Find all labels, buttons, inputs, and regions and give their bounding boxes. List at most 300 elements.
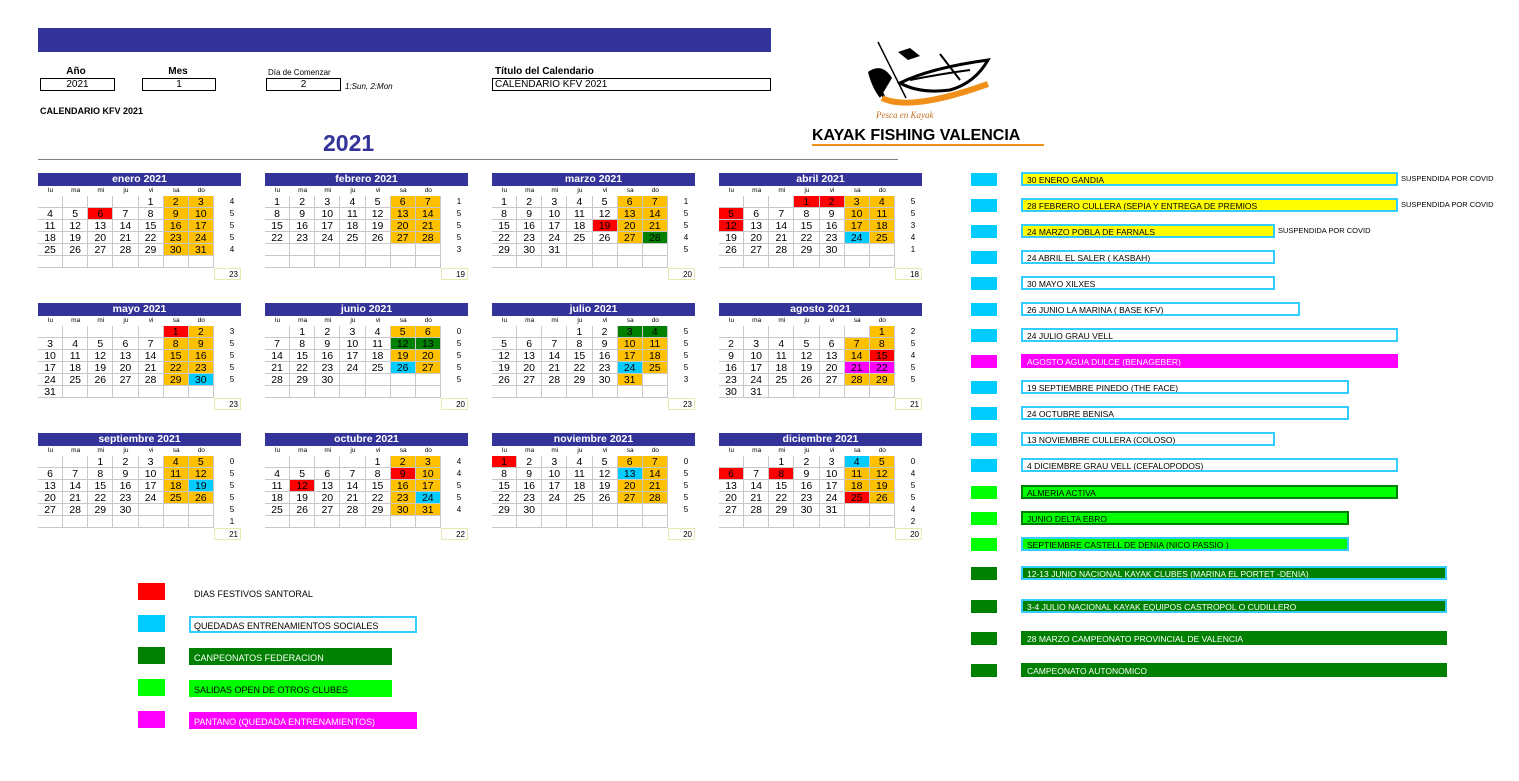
day-cell[interactable]: 17 xyxy=(820,480,845,492)
day-cell[interactable]: 26 xyxy=(88,374,113,386)
day-cell[interactable]: 23 xyxy=(593,362,618,374)
day-cell[interactable]: 9 xyxy=(189,338,214,350)
day-cell[interactable]: 30 xyxy=(315,374,340,386)
day-cell[interactable]: 3 xyxy=(744,338,769,350)
day-cell[interactable]: 26 xyxy=(593,232,618,244)
event-bar[interactable]: 30 ENERO GANDIA xyxy=(1021,172,1398,186)
day-cell[interactable]: 28 xyxy=(416,232,441,244)
day-cell[interactable]: 23 xyxy=(189,362,214,374)
day-cell[interactable]: 6 xyxy=(744,208,769,220)
day-cell[interactable]: 26 xyxy=(492,374,517,386)
day-cell[interactable]: 6 xyxy=(38,468,63,480)
day-cell[interactable]: 9 xyxy=(113,468,138,480)
day-cell[interactable]: 25 xyxy=(265,504,290,516)
day-cell[interactable]: 9 xyxy=(517,208,542,220)
day-cell[interactable]: 22 xyxy=(139,232,164,244)
day-cell[interactable]: 21 xyxy=(265,362,290,374)
day-cell[interactable]: 13 xyxy=(88,220,113,232)
day-cell[interactable]: 6 xyxy=(517,338,542,350)
day-cell[interactable]: 4 xyxy=(63,338,88,350)
day-cell[interactable]: 17 xyxy=(542,480,567,492)
day-cell[interactable]: 19 xyxy=(794,362,819,374)
day-cell[interactable]: 18 xyxy=(567,220,592,232)
day-cell[interactable]: 27 xyxy=(88,244,113,256)
day-cell[interactable]: 5 xyxy=(290,468,315,480)
day-cell[interactable]: 11 xyxy=(643,338,668,350)
day-cell[interactable]: 10 xyxy=(820,468,845,480)
day-cell[interactable]: 6 xyxy=(416,326,441,338)
day-cell[interactable]: 23 xyxy=(517,492,542,504)
day-cell[interactable]: 7 xyxy=(139,338,164,350)
day-cell[interactable]: 8 xyxy=(870,338,895,350)
day-cell[interactable]: 12 xyxy=(593,468,618,480)
day-cell[interactable]: 10 xyxy=(542,208,567,220)
day-cell[interactable]: 16 xyxy=(517,480,542,492)
day-cell[interactable]: 6 xyxy=(88,208,113,220)
day-cell[interactable]: 30 xyxy=(794,504,819,516)
day-cell[interactable]: 18 xyxy=(870,220,895,232)
day-cell[interactable]: 19 xyxy=(189,480,214,492)
day-cell[interactable]: 10 xyxy=(139,468,164,480)
day-cell[interactable]: 16 xyxy=(820,220,845,232)
day-cell[interactable]: 8 xyxy=(769,468,794,480)
day-cell[interactable]: 4 xyxy=(567,456,592,468)
day-cell[interactable]: 20 xyxy=(38,492,63,504)
day-cell[interactable]: 1 xyxy=(769,456,794,468)
day-cell[interactable]: 9 xyxy=(290,208,315,220)
day-cell[interactable]: 20 xyxy=(416,350,441,362)
day-cell[interactable]: 26 xyxy=(391,362,416,374)
day-cell[interactable]: 23 xyxy=(164,232,189,244)
day-cell[interactable]: 27 xyxy=(517,374,542,386)
day-cell[interactable]: 12 xyxy=(391,338,416,350)
day-cell[interactable]: 22 xyxy=(88,492,113,504)
day-cell[interactable]: 11 xyxy=(567,208,592,220)
day-cell[interactable]: 2 xyxy=(517,196,542,208)
day-cell[interactable]: 17 xyxy=(38,362,63,374)
day-cell[interactable]: 27 xyxy=(820,374,845,386)
day-cell[interactable]: 4 xyxy=(340,196,365,208)
day-cell[interactable]: 27 xyxy=(618,492,643,504)
day-cell[interactable]: 6 xyxy=(618,196,643,208)
day-cell[interactable]: 6 xyxy=(315,468,340,480)
day-cell[interactable]: 18 xyxy=(164,480,189,492)
day-cell[interactable]: 14 xyxy=(643,468,668,480)
event-bar[interactable]: 3-4 JULIO NACIONAL KAYAK EQUIPOS CASTROPOL O CUDILLERO xyxy=(1021,599,1447,613)
day-cell[interactable]: 23 xyxy=(794,492,819,504)
day-cell[interactable]: 14 xyxy=(139,350,164,362)
day-cell[interactable]: 12 xyxy=(366,208,391,220)
day-cell[interactable]: 12 xyxy=(492,350,517,362)
day-cell[interactable]: 3 xyxy=(139,456,164,468)
day-cell[interactable]: 20 xyxy=(618,220,643,232)
day-cell[interactable]: 29 xyxy=(290,374,315,386)
day-cell[interactable]: 14 xyxy=(416,208,441,220)
event-bar[interactable]: 28 FEBRERO CULLERA (SEPIA Y ENTREGA DE PREMIOS xyxy=(1021,198,1398,212)
day-cell[interactable]: 28 xyxy=(340,504,365,516)
day-cell[interactable]: 7 xyxy=(340,468,365,480)
day-cell[interactable]: 26 xyxy=(366,232,391,244)
day-cell[interactable]: 16 xyxy=(164,220,189,232)
day-cell[interactable]: 30 xyxy=(517,504,542,516)
day-cell[interactable]: 8 xyxy=(567,338,592,350)
day-cell[interactable]: 24 xyxy=(744,374,769,386)
day-cell[interactable]: 6 xyxy=(113,338,138,350)
day-cell[interactable]: 1 xyxy=(492,456,517,468)
day-cell[interactable]: 24 xyxy=(189,232,214,244)
day-cell[interactable]: 20 xyxy=(618,480,643,492)
day-cell[interactable]: 27 xyxy=(113,374,138,386)
day-cell[interactable]: 29 xyxy=(88,504,113,516)
event-bar[interactable]: ALMERIA ACTIVA xyxy=(1021,485,1398,499)
day-cell[interactable]: 19 xyxy=(63,232,88,244)
day-cell[interactable]: 9 xyxy=(593,338,618,350)
day-cell[interactable]: 9 xyxy=(391,468,416,480)
day-cell[interactable]: 26 xyxy=(189,492,214,504)
day-cell[interactable]: 18 xyxy=(769,362,794,374)
day-cell[interactable]: 1 xyxy=(366,456,391,468)
day-cell[interactable]: 18 xyxy=(643,350,668,362)
day-cell[interactable]: 6 xyxy=(719,468,744,480)
day-cell[interactable]: 15 xyxy=(870,350,895,362)
day-cell[interactable]: 27 xyxy=(719,504,744,516)
day-cell[interactable]: 25 xyxy=(845,492,870,504)
day-cell[interactable]: 22 xyxy=(769,492,794,504)
day-cell[interactable]: 20 xyxy=(517,362,542,374)
day-cell[interactable]: 5 xyxy=(88,338,113,350)
event-bar[interactable]: 30 MAYO XILXES xyxy=(1021,276,1275,290)
day-cell[interactable]: 8 xyxy=(492,208,517,220)
day-cell[interactable]: 28 xyxy=(845,374,870,386)
day-cell[interactable]: 6 xyxy=(820,338,845,350)
day-cell[interactable]: 23 xyxy=(719,374,744,386)
day-cell[interactable]: 5 xyxy=(593,456,618,468)
day-cell[interactable]: 13 xyxy=(416,338,441,350)
day-cell[interactable]: 4 xyxy=(769,338,794,350)
day-cell[interactable]: 8 xyxy=(492,468,517,480)
day-cell[interactable]: 20 xyxy=(719,492,744,504)
day-cell[interactable]: 1 xyxy=(794,196,819,208)
day-cell[interactable]: 8 xyxy=(265,208,290,220)
day-cell[interactable]: 18 xyxy=(366,350,391,362)
day-cell[interactable]: 16 xyxy=(290,220,315,232)
day-cell[interactable]: 2 xyxy=(794,456,819,468)
day-cell[interactable]: 1 xyxy=(492,196,517,208)
event-bar[interactable]: AGOSTO AGUA DULCE (BENAGEBER) xyxy=(1021,354,1398,368)
day-cell[interactable]: 15 xyxy=(794,220,819,232)
day-cell[interactable]: 26 xyxy=(794,374,819,386)
day-cell[interactable]: 22 xyxy=(492,232,517,244)
day-cell[interactable]: 4 xyxy=(870,196,895,208)
day-cell[interactable]: 28 xyxy=(643,492,668,504)
day-cell[interactable]: 14 xyxy=(542,350,567,362)
day-cell[interactable]: 6 xyxy=(618,456,643,468)
day-cell[interactable]: 13 xyxy=(618,468,643,480)
day-cell[interactable]: 1 xyxy=(164,326,189,338)
day-cell[interactable]: 3 xyxy=(820,456,845,468)
day-cell[interactable]: 5 xyxy=(366,196,391,208)
event-bar[interactable]: 26 JUNIO LA MARINA ( BASE KFV) xyxy=(1021,302,1300,316)
day-cell[interactable]: 17 xyxy=(744,362,769,374)
day-cell[interactable]: 11 xyxy=(769,350,794,362)
event-bar[interactable]: 19 SEPTIEMBRE PINEDO (THE FACE) xyxy=(1021,380,1349,394)
day-cell[interactable]: 2 xyxy=(290,196,315,208)
day-cell[interactable]: 7 xyxy=(643,456,668,468)
event-bar[interactable]: CAMPEONATO AUTONOMICO xyxy=(1021,663,1447,677)
event-bar[interactable]: 24 OCTUBRE BENISA xyxy=(1021,406,1349,420)
day-cell[interactable]: 25 xyxy=(366,362,391,374)
day-cell[interactable]: 17 xyxy=(139,480,164,492)
day-cell[interactable]: 13 xyxy=(517,350,542,362)
day-cell[interactable]: 6 xyxy=(391,196,416,208)
day-cell[interactable]: 11 xyxy=(265,480,290,492)
day-cell[interactable]: 25 xyxy=(340,232,365,244)
day-cell[interactable]: 9 xyxy=(164,208,189,220)
day-cell[interactable]: 10 xyxy=(189,208,214,220)
day-cell[interactable]: 20 xyxy=(88,232,113,244)
event-bar[interactable]: SEPTIEMBRE CASTELL DE DENIA (NICO PASSIO ) xyxy=(1021,537,1349,551)
day-cell[interactable]: 24 xyxy=(416,492,441,504)
day-cell[interactable]: 23 xyxy=(315,362,340,374)
day-cell[interactable]: 8 xyxy=(290,338,315,350)
day-cell[interactable]: 24 xyxy=(340,362,365,374)
day-cell[interactable]: 17 xyxy=(845,220,870,232)
day-cell[interactable]: 17 xyxy=(340,350,365,362)
day-cell[interactable]: 14 xyxy=(744,480,769,492)
day-cell[interactable]: 13 xyxy=(38,480,63,492)
day-cell[interactable]: 1 xyxy=(290,326,315,338)
day-cell[interactable]: 20 xyxy=(391,220,416,232)
day-cell[interactable]: 20 xyxy=(820,362,845,374)
day-cell[interactable]: 12 xyxy=(593,208,618,220)
day-cell[interactable]: 30 xyxy=(593,374,618,386)
day-cell[interactable]: 21 xyxy=(643,480,668,492)
day-cell[interactable]: 3 xyxy=(416,456,441,468)
day-cell[interactable]: 10 xyxy=(38,350,63,362)
day-cell[interactable]: 5 xyxy=(870,456,895,468)
day-cell[interactable]: 13 xyxy=(391,208,416,220)
day-cell[interactable]: 15 xyxy=(290,350,315,362)
day-cell[interactable]: 27 xyxy=(618,232,643,244)
day-cell[interactable]: 23 xyxy=(517,232,542,244)
year-field[interactable]: 2021 xyxy=(40,78,115,91)
day-cell[interactable]: 7 xyxy=(265,338,290,350)
day-cell[interactable]: 22 xyxy=(567,362,592,374)
day-cell[interactable]: 11 xyxy=(38,220,63,232)
day-cell[interactable]: 16 xyxy=(189,350,214,362)
day-cell[interactable]: 11 xyxy=(164,468,189,480)
day-cell[interactable]: 3 xyxy=(542,456,567,468)
day-cell[interactable]: 7 xyxy=(416,196,441,208)
day-cell[interactable]: 8 xyxy=(88,468,113,480)
day-cell[interactable]: 4 xyxy=(38,208,63,220)
day-cell[interactable]: 10 xyxy=(618,338,643,350)
day-cell[interactable]: 31 xyxy=(542,244,567,256)
day-cell[interactable]: 31 xyxy=(618,374,643,386)
day-cell[interactable]: 2 xyxy=(189,326,214,338)
event-bar[interactable]: 28 MARZO CAMPEONATO PROVINCIAL DE VALENCIA xyxy=(1021,631,1447,645)
day-cell[interactable]: 23 xyxy=(290,232,315,244)
day-cell[interactable]: 2 xyxy=(164,196,189,208)
day-cell[interactable]: 3 xyxy=(618,326,643,338)
day-cell[interactable]: 17 xyxy=(189,220,214,232)
day-cell[interactable]: 26 xyxy=(870,492,895,504)
day-cell[interactable]: 4 xyxy=(567,196,592,208)
day-cell[interactable]: 26 xyxy=(63,244,88,256)
day-cell[interactable]: 4 xyxy=(164,456,189,468)
day-cell[interactable]: 3 xyxy=(542,196,567,208)
day-cell[interactable]: 10 xyxy=(744,350,769,362)
day-cell[interactable]: 19 xyxy=(391,350,416,362)
day-cell[interactable]: 29 xyxy=(794,244,819,256)
day-cell[interactable]: 21 xyxy=(643,220,668,232)
day-cell[interactable]: 22 xyxy=(290,362,315,374)
day-cell[interactable]: 11 xyxy=(340,208,365,220)
day-cell[interactable]: 25 xyxy=(567,492,592,504)
day-cell[interactable]: 9 xyxy=(719,350,744,362)
day-cell[interactable]: 15 xyxy=(492,220,517,232)
day-cell[interactable]: 27 xyxy=(416,362,441,374)
day-cell[interactable]: 16 xyxy=(113,480,138,492)
day-cell[interactable]: 15 xyxy=(139,220,164,232)
day-cell[interactable]: 30 xyxy=(719,386,744,398)
day-cell[interactable]: 21 xyxy=(542,362,567,374)
day-cell[interactable]: 21 xyxy=(769,232,794,244)
day-cell[interactable]: 28 xyxy=(744,504,769,516)
day-cell[interactable]: 25 xyxy=(63,374,88,386)
day-cell[interactable]: 14 xyxy=(63,480,88,492)
day-cell[interactable]: 8 xyxy=(794,208,819,220)
day-cell[interactable]: 4 xyxy=(265,468,290,480)
day-cell[interactable]: 22 xyxy=(794,232,819,244)
day-cell[interactable]: 5 xyxy=(391,326,416,338)
day-cell[interactable]: 2 xyxy=(113,456,138,468)
day-cell[interactable]: 2 xyxy=(391,456,416,468)
day-cell[interactable]: 29 xyxy=(870,374,895,386)
event-bar[interactable]: 13 NOVIEMBRE CULLERA (COLOSO) xyxy=(1021,432,1275,446)
day-cell[interactable]: 17 xyxy=(542,220,567,232)
day-cell[interactable]: 13 xyxy=(744,220,769,232)
day-cell[interactable]: 15 xyxy=(265,220,290,232)
event-bar[interactable]: 24 ABRIL EL SALER ( KASBAH) xyxy=(1021,250,1275,264)
day-cell[interactable]: 3 xyxy=(189,196,214,208)
day-cell[interactable]: 24 xyxy=(618,362,643,374)
day-cell[interactable]: 24 xyxy=(139,492,164,504)
day-cell[interactable]: 7 xyxy=(744,468,769,480)
day-cell[interactable]: 28 xyxy=(139,374,164,386)
day-cell[interactable]: 18 xyxy=(845,480,870,492)
day-cell[interactable]: 25 xyxy=(643,362,668,374)
day-cell[interactable]: 14 xyxy=(113,220,138,232)
day-cell[interactable]: 12 xyxy=(290,480,315,492)
day-cell[interactable]: 31 xyxy=(820,504,845,516)
day-cell[interactable]: 27 xyxy=(315,504,340,516)
day-cell[interactable]: 4 xyxy=(643,326,668,338)
day-cell[interactable]: 15 xyxy=(164,350,189,362)
day-cell[interactable]: 15 xyxy=(769,480,794,492)
day-cell[interactable]: 12 xyxy=(189,468,214,480)
day-cell[interactable]: 22 xyxy=(870,362,895,374)
day-cell[interactable]: 12 xyxy=(63,220,88,232)
event-bar[interactable]: 24 JULIO GRAU VELL xyxy=(1021,328,1398,342)
day-cell[interactable]: 11 xyxy=(567,468,592,480)
day-cell[interactable]: 26 xyxy=(290,504,315,516)
calendar-title-field[interactable]: CALENDARIO KFV 2021 xyxy=(492,78,771,91)
start-day-field[interactable]: 2 xyxy=(266,78,341,91)
day-cell[interactable]: 15 xyxy=(366,480,391,492)
day-cell[interactable]: 27 xyxy=(744,244,769,256)
day-cell[interactable]: 26 xyxy=(719,244,744,256)
day-cell[interactable]: 11 xyxy=(845,468,870,480)
day-cell[interactable]: 27 xyxy=(38,504,63,516)
day-cell[interactable]: 29 xyxy=(769,504,794,516)
day-cell[interactable]: 29 xyxy=(139,244,164,256)
day-cell[interactable]: 22 xyxy=(164,362,189,374)
day-cell[interactable]: 3 xyxy=(315,196,340,208)
day-cell[interactable]: 9 xyxy=(517,468,542,480)
day-cell[interactable]: 28 xyxy=(63,504,88,516)
day-cell[interactable]: 30 xyxy=(517,244,542,256)
day-cell[interactable]: 25 xyxy=(870,232,895,244)
day-cell[interactable]: 29 xyxy=(492,244,517,256)
day-cell[interactable]: 20 xyxy=(744,232,769,244)
day-cell[interactable]: 5 xyxy=(719,208,744,220)
day-cell[interactable]: 9 xyxy=(794,468,819,480)
day-cell[interactable]: 1 xyxy=(88,456,113,468)
day-cell[interactable]: 18 xyxy=(265,492,290,504)
day-cell[interactable]: 4 xyxy=(366,326,391,338)
day-cell[interactable]: 28 xyxy=(542,374,567,386)
day-cell[interactable]: 20 xyxy=(315,492,340,504)
day-cell[interactable]: 1 xyxy=(567,326,592,338)
day-cell[interactable]: 16 xyxy=(794,480,819,492)
day-cell[interactable]: 12 xyxy=(870,468,895,480)
day-cell[interactable]: 17 xyxy=(416,480,441,492)
day-cell[interactable]: 23 xyxy=(113,492,138,504)
day-cell[interactable]: 13 xyxy=(315,480,340,492)
event-bar[interactable]: 4 DICIEMBRE GRAU VELL (CEFALOPODOS) xyxy=(1021,458,1398,472)
day-cell[interactable]: 14 xyxy=(265,350,290,362)
day-cell[interactable]: 7 xyxy=(63,468,88,480)
day-cell[interactable]: 28 xyxy=(113,244,138,256)
day-cell[interactable]: 19 xyxy=(366,220,391,232)
day-cell[interactable]: 15 xyxy=(88,480,113,492)
day-cell[interactable]: 3 xyxy=(845,196,870,208)
day-cell[interactable]: 22 xyxy=(366,492,391,504)
day-cell[interactable]: 30 xyxy=(189,374,214,386)
day-cell[interactable]: 18 xyxy=(63,362,88,374)
day-cell[interactable]: 29 xyxy=(366,504,391,516)
day-cell[interactable]: 19 xyxy=(593,480,618,492)
day-cell[interactable]: 21 xyxy=(139,362,164,374)
day-cell[interactable]: 5 xyxy=(63,208,88,220)
day-cell[interactable]: 8 xyxy=(164,338,189,350)
day-cell[interactable]: 19 xyxy=(492,362,517,374)
day-cell[interactable]: 31 xyxy=(416,504,441,516)
day-cell[interactable]: 14 xyxy=(769,220,794,232)
day-cell[interactable]: 24 xyxy=(820,492,845,504)
day-cell[interactable]: 16 xyxy=(517,220,542,232)
day-cell[interactable]: 31 xyxy=(38,386,63,398)
day-cell[interactable]: 3 xyxy=(340,326,365,338)
day-cell[interactable]: 30 xyxy=(113,504,138,516)
day-cell[interactable]: 21 xyxy=(744,492,769,504)
day-cell[interactable]: 24 xyxy=(38,374,63,386)
day-cell[interactable]: 16 xyxy=(719,362,744,374)
day-cell[interactable]: 30 xyxy=(391,504,416,516)
day-cell[interactable]: 5 xyxy=(189,456,214,468)
day-cell[interactable]: 24 xyxy=(542,492,567,504)
